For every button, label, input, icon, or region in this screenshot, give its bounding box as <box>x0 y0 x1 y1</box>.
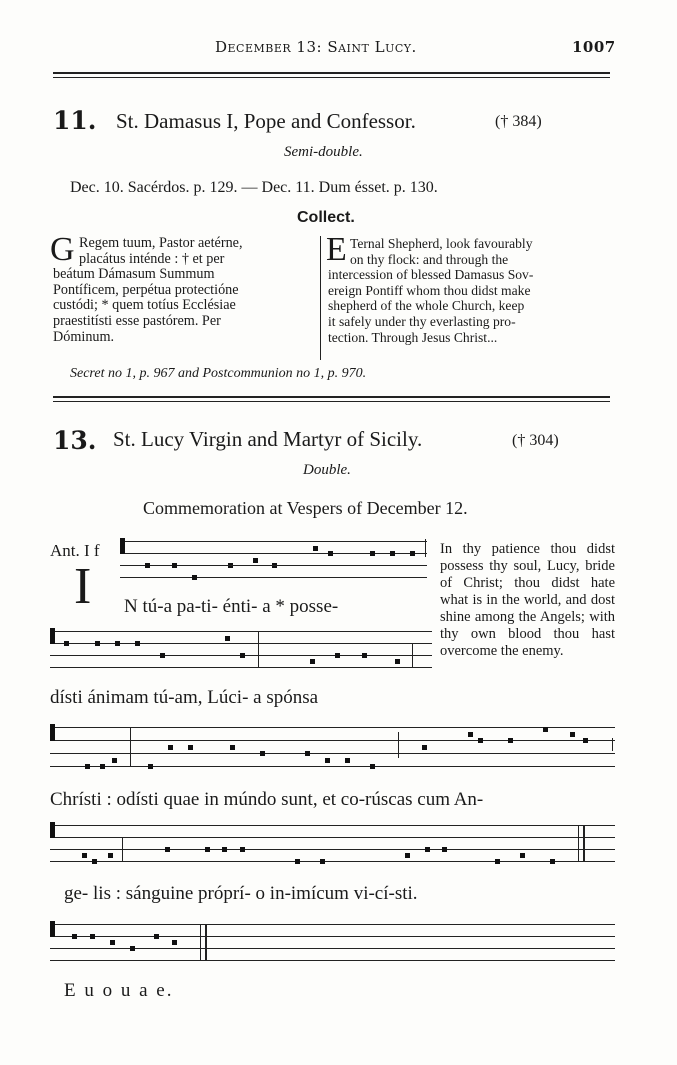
bar-line <box>122 837 123 861</box>
do-clef <box>50 822 55 838</box>
neume <box>92 859 97 864</box>
neume <box>405 853 410 858</box>
header-rule-thin <box>53 77 610 78</box>
neume <box>82 853 87 858</box>
latin-line: custódi; * quem totíus Ecclésiae <box>53 297 236 314</box>
neume <box>85 764 90 769</box>
do-clef <box>50 724 55 741</box>
neume <box>442 847 447 852</box>
neume <box>240 653 245 658</box>
neume <box>90 934 95 939</box>
do-clef <box>50 628 55 644</box>
english-line: ereign Pontiff whom thou didst make <box>328 282 531 298</box>
bar-line <box>130 727 131 766</box>
neume <box>192 575 197 580</box>
neume <box>148 764 153 769</box>
antiphon-label: Ant. I f <box>50 541 100 560</box>
neume <box>108 853 113 858</box>
neume <box>520 853 525 858</box>
latin-line: praestitísti esse pastórem. Per <box>53 312 221 329</box>
collect-latin <box>53 236 316 345</box>
neume <box>168 745 173 750</box>
feast11-title: St. Damasus I, Pope and Confessor. <box>116 109 416 133</box>
latin-initial: G <box>50 231 75 268</box>
english-line: on thy flock: and through the <box>350 251 509 267</box>
feast11-number: 11. <box>53 106 97 135</box>
collect-heading: Collect. <box>297 209 355 226</box>
neume <box>64 641 69 646</box>
bar-line <box>398 732 399 758</box>
neume <box>222 847 227 852</box>
neume <box>410 551 415 556</box>
feast13-title: St. Lucy Virgin and Martyr of Sicily. <box>113 427 423 451</box>
section-rule <box>53 396 610 398</box>
feast13-rank: Double. <box>303 462 351 478</box>
english-line: Ternal Shepherd, look favourably <box>350 236 533 251</box>
double-bar <box>578 825 579 861</box>
neume <box>370 764 375 769</box>
chant-staff-5 <box>50 924 615 966</box>
neume <box>508 738 513 743</box>
neume <box>160 653 165 658</box>
neume <box>130 946 135 951</box>
chant-staff-4 <box>50 825 615 870</box>
neume <box>390 551 395 556</box>
neume <box>345 758 350 763</box>
feast11-rank: Semi-double. <box>284 144 363 160</box>
neume <box>225 636 230 641</box>
running-title: December 13: Saint Lucy. <box>215 38 417 56</box>
neume <box>325 758 330 763</box>
chant-staff-2 <box>50 631 432 671</box>
neume <box>240 847 245 852</box>
chant-initial: I <box>74 558 92 615</box>
neume <box>188 745 193 750</box>
latin-line: placátus inténde : † et per <box>79 250 225 267</box>
neume <box>260 751 265 756</box>
neume <box>328 551 333 556</box>
neume <box>335 653 340 658</box>
english-line: tection. Through Jesus Christ... <box>328 329 498 345</box>
neume <box>72 934 77 939</box>
neume <box>135 641 140 646</box>
euouae-line: E u o u a e. <box>64 980 174 1001</box>
feast13-number: 13. <box>53 426 97 455</box>
secret-line: Secret no 1, p. 967 and Postcommunion no 1, p. 970. <box>70 366 367 381</box>
latin-line: Regem tuum, Pastor aetérne, <box>79 235 243 251</box>
antiphon-translation: In thy patience thou didst possess thy soul, Lucy, bride of Christ; thou didst hate what is in the world, and dost shine among the Angels; with thy own blood thou hast overcome the enemy. <box>440 541 615 659</box>
neume <box>425 847 430 852</box>
english-line: it safely under thy everlasting pro- <box>328 313 516 329</box>
neume <box>95 641 100 646</box>
double-bar <box>200 924 201 960</box>
neume <box>468 732 473 737</box>
bar-line <box>425 539 426 557</box>
latin-line: Pontíficem, perpétua protectióne <box>53 281 239 298</box>
neume <box>305 751 310 756</box>
neume <box>165 847 170 852</box>
feast13-year: († 304) <box>512 432 559 449</box>
neume <box>550 859 555 864</box>
do-clef <box>50 921 55 937</box>
english-line: intercession of blessed Damasus Sov- <box>328 267 534 283</box>
neume <box>362 653 367 658</box>
neume <box>115 641 120 646</box>
section-rule-thin <box>53 401 610 402</box>
neume <box>145 563 150 568</box>
bar-line <box>412 643 413 667</box>
do-clef <box>120 538 125 554</box>
neume <box>172 563 177 568</box>
neume <box>313 546 318 551</box>
neume <box>253 558 258 563</box>
page-number: 1007 <box>572 38 616 56</box>
lyric-line: dísti ánimam tú-am, Lúci- a spónsa <box>50 687 319 708</box>
feast11-year: († 384) <box>495 113 542 130</box>
neume <box>583 738 588 743</box>
english-initial: E <box>326 231 347 268</box>
lyric-line: Chrísti : odísti quae in múndo sunt, et co-rúscas cum An- <box>50 789 484 810</box>
header-rule <box>53 72 610 74</box>
double-bar <box>583 825 585 861</box>
neume <box>112 758 117 763</box>
neume <box>205 847 210 852</box>
column-divider <box>320 236 321 360</box>
neume <box>543 727 548 732</box>
neume <box>310 659 315 664</box>
neume <box>110 940 115 945</box>
neume <box>370 551 375 556</box>
collect-english <box>328 236 615 345</box>
neume <box>320 859 325 864</box>
english-line: shepherd of the whole Church, keep <box>328 298 525 314</box>
neume <box>100 764 105 769</box>
chant-staff-1b <box>120 565 427 585</box>
bar-line <box>258 631 259 667</box>
latin-line: Dóminum. <box>53 328 115 345</box>
latin-line: beátum Dámasum Summum <box>53 266 215 283</box>
neume <box>230 745 235 750</box>
lyric-line: N tú-a pa-ti- énti- a * posse- <box>124 596 339 617</box>
double-bar <box>205 924 207 960</box>
neume <box>570 732 575 737</box>
neume <box>422 745 427 750</box>
neume <box>295 859 300 864</box>
neume <box>478 738 483 743</box>
neume <box>495 859 500 864</box>
chant-staff-3 <box>50 727 615 777</box>
neume <box>154 934 159 939</box>
feast11-refs: Dec. 10. Sacérdos. p. 129. — Dec. 11. Dum ésset. p. 130. <box>70 179 438 196</box>
neume <box>172 940 177 945</box>
neume <box>395 659 400 664</box>
commemoration-heading: Commemoration at Vespers of December 12. <box>143 498 468 518</box>
lyric-line: ge- lis : sánguine próprí- o in-imícum vi-cí-sti. <box>64 883 418 904</box>
bar-line <box>612 738 613 751</box>
